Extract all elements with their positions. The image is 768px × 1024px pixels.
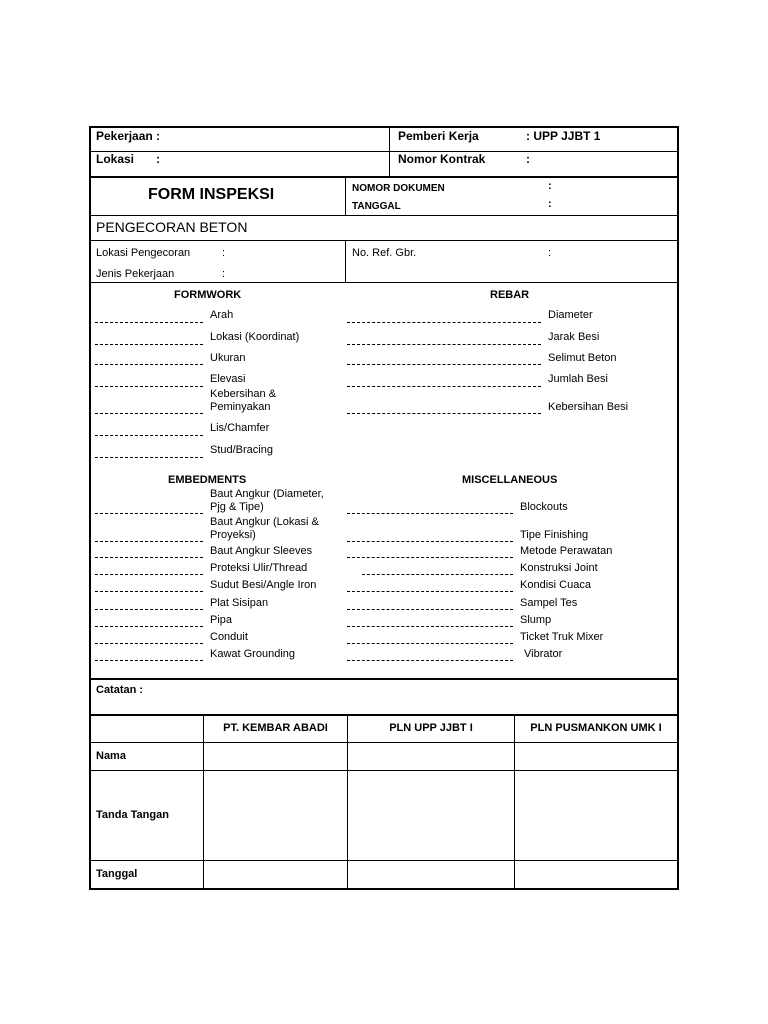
rebar-line	[347, 322, 541, 323]
formwork-line	[95, 386, 203, 387]
lokasi-pengecoran-colon: :	[222, 247, 226, 259]
lokasi-colon: :	[156, 152, 160, 166]
embedments-line	[95, 513, 203, 514]
miscellaneous-line	[347, 643, 513, 644]
subtitle-bottom-line	[90, 240, 678, 241]
formwork-item: Lokasi (Koordinat)	[210, 331, 300, 343]
embedments-item: Pipa	[210, 614, 233, 626]
rebar-line	[347, 344, 541, 345]
rebar-line	[347, 386, 541, 387]
sig-row-line	[90, 770, 678, 771]
rebar-item: Kebersihan Besi	[548, 401, 629, 413]
miscellaneous-line	[347, 660, 513, 661]
miscellaneous-item: Kondisi Cuaca	[520, 579, 591, 591]
embedments-line	[95, 609, 203, 610]
header-row-line	[90, 151, 678, 152]
embedments-item: Sudut Besi/Angle Iron	[210, 579, 317, 591]
title-bottom-line	[90, 215, 678, 216]
embedments-item: Plat Sisipan	[210, 597, 269, 609]
formwork-heading: FORMWORK	[174, 289, 242, 301]
miscellaneous-line	[347, 513, 513, 514]
rebar-item: Jarak Besi	[548, 331, 600, 343]
sig-row-label-nama: Nama	[96, 750, 126, 762]
formwork-line	[95, 457, 203, 458]
lokasi-label: Lokasi	[96, 152, 135, 166]
formwork-item: Ukuran	[210, 352, 246, 364]
formwork-item: Lis/Chamfer	[210, 422, 270, 434]
title-divider	[345, 178, 346, 215]
embedments-line	[95, 591, 203, 592]
no-ref-label: No. Ref. Gbr.	[352, 247, 417, 259]
tanggal-label: TANGGAL	[352, 201, 401, 212]
rebar-line	[347, 364, 541, 365]
jenis-pekerjaan-label: Jenis Pekerjaan	[96, 268, 175, 280]
sig-row-line	[90, 860, 678, 861]
nomor-kontrak-label: Nomor Kontrak	[398, 152, 486, 166]
formwork-line	[95, 435, 203, 436]
miscellaneous-heading: MISCELLANEOUS	[462, 474, 558, 486]
pemberi-kerja-value: : UPP JJBT 1	[526, 129, 601, 143]
sig-column-header: PLN UPP JJBT I	[389, 722, 473, 734]
pemberi-kerja-label: Pemberi Kerja	[398, 129, 479, 143]
formwork-line	[95, 413, 203, 414]
pekerjaan-label: Pekerjaan :	[96, 129, 161, 143]
embedments-line	[95, 660, 203, 661]
no-ref-colon: :	[548, 247, 552, 259]
embedments-item: Conduit	[210, 631, 248, 643]
embedments-item: Kawat Grounding	[210, 648, 295, 660]
rebar-line	[347, 413, 541, 414]
nomor-dokumen-colon: :	[548, 180, 552, 192]
miscellaneous-item: Tipe Finishing	[520, 529, 589, 541]
formwork-item: Arah	[210, 309, 234, 321]
form-title: FORM INSPEKSI	[148, 186, 275, 203]
miscellaneous-line	[347, 541, 513, 542]
jenis-pekerjaan-colon: :	[222, 268, 226, 280]
rebar-item: Selimut Beton	[548, 352, 617, 364]
embedments-line	[95, 557, 203, 558]
nomor-dokumen-label: NOMOR DOKUMEN	[352, 183, 445, 194]
form-subtitle: PENGECORAN BETON	[96, 219, 248, 235]
info-bottom-line	[90, 282, 678, 283]
formwork-line	[95, 322, 203, 323]
miscellaneous-item: Slump	[520, 614, 552, 626]
miscellaneous-item: Vibrator	[524, 648, 563, 660]
embedments-line	[95, 541, 203, 542]
embedments-item: Baut Angkur Sleeves	[210, 545, 313, 557]
miscellaneous-line	[347, 557, 513, 558]
rebar-heading: REBAR	[490, 289, 530, 301]
miscellaneous-item: Blockouts	[520, 501, 568, 513]
miscellaneous-line	[347, 626, 513, 627]
miscellaneous-item: Ticket Truk Mixer	[520, 631, 604, 643]
miscellaneous-line	[362, 574, 513, 575]
nomor-kontrak-colon: :	[526, 152, 530, 166]
embedments-line	[95, 643, 203, 644]
embedments-item: Baut Angkur (Diameter, Pjg & Tipe)	[210, 488, 324, 513]
embedments-item: Proteksi Ulir/Thread	[210, 562, 308, 574]
miscellaneous-line	[347, 609, 513, 610]
embedments-item: Baut Angkur (Lokasi & Proyeksi)	[210, 516, 319, 541]
info-divider	[345, 241, 346, 282]
embedments-heading: EMBEDMENTS	[168, 474, 247, 486]
miscellaneous-line	[347, 591, 513, 592]
notes-bottom-line	[90, 714, 678, 716]
formwork-line	[95, 344, 203, 345]
embedments-line	[95, 626, 203, 627]
sig-column-header: PT. KEMBAR ABADI	[223, 722, 328, 734]
rebar-item: Diameter	[548, 309, 593, 321]
formwork-item: Elevasi	[210, 373, 246, 385]
sig-row-label-tanggal: Tanggal	[96, 868, 138, 880]
notes-label: Catatan :	[96, 684, 144, 696]
formwork-line	[95, 364, 203, 365]
sig-row-label-tanda-tangan: Tanda Tangan	[96, 809, 169, 821]
embedments-line	[95, 574, 203, 575]
sig-column-header: PLN PUSMANKON UMK I	[530, 722, 662, 734]
formwork-item: Stud/Bracing	[210, 444, 273, 456]
miscellaneous-item: Sampel Tes	[520, 597, 578, 609]
tanggal-colon: :	[548, 198, 552, 210]
rebar-item: Jumlah Besi	[548, 373, 608, 385]
miscellaneous-item: Konstruksi Joint	[520, 562, 598, 574]
miscellaneous-item: Metode Perawatan	[520, 545, 613, 557]
sig-row-line	[90, 742, 678, 743]
formwork-item: Kebersihan & Peminyakan	[210, 388, 277, 413]
notes-top-line	[90, 678, 678, 680]
header-bottom-line	[90, 176, 678, 178]
lokasi-pengecoran-label: Lokasi Pengecoran	[96, 247, 191, 259]
